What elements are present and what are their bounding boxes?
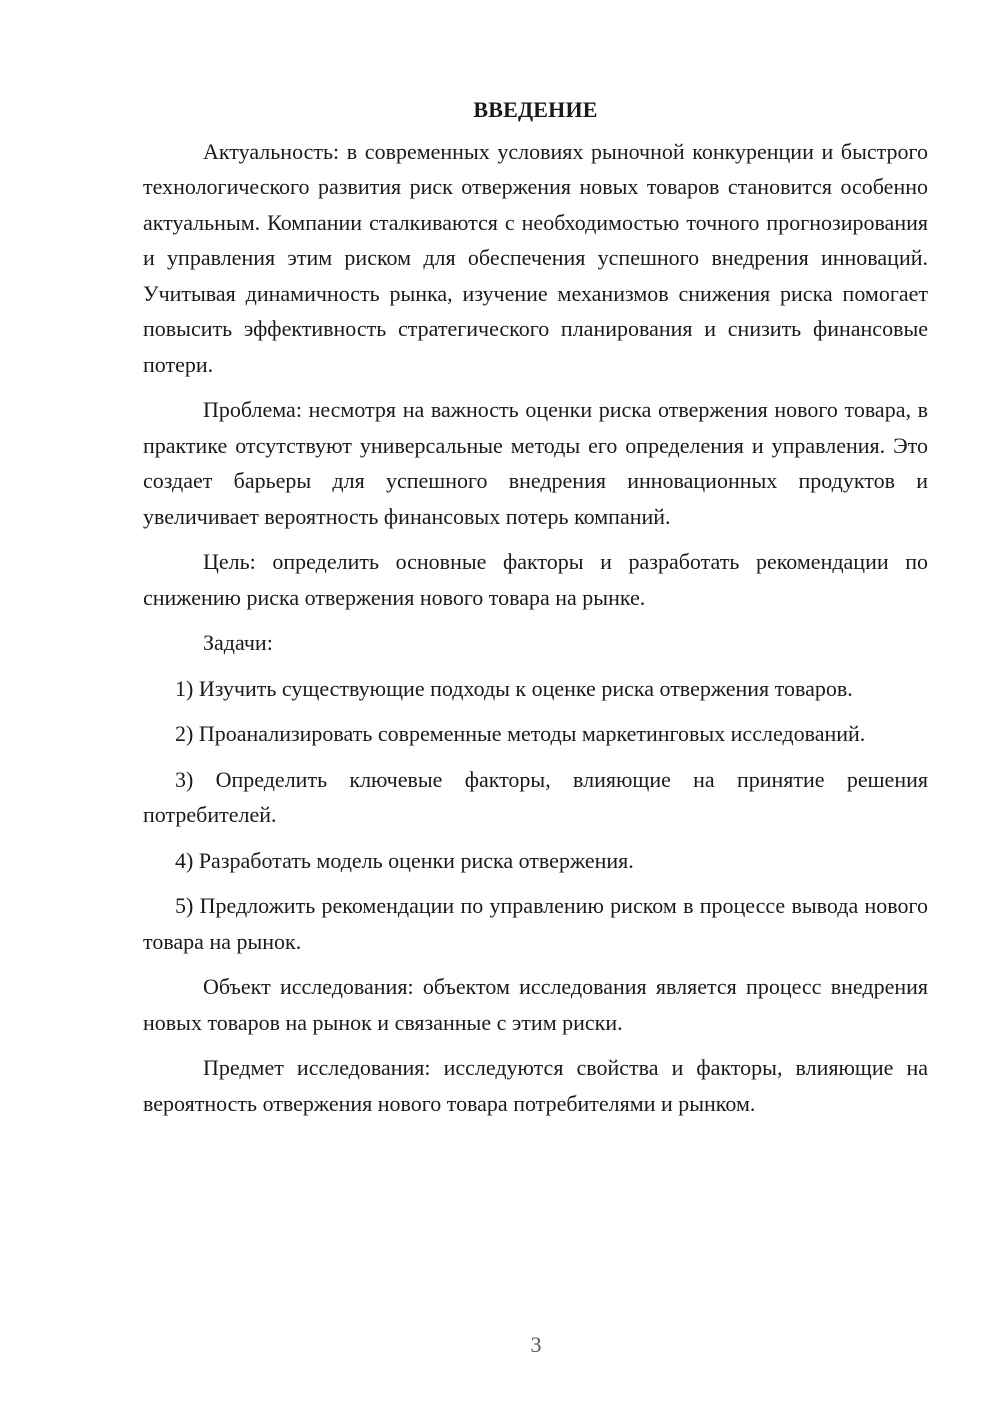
task-item: 1) Изучить существующие подходы к оценке риска отвержения товаров. <box>175 675 853 701</box>
task-item: 5) Предложить рекомендации по управлению риском в процессе вывода нового товара на рынок. <box>143 893 928 954</box>
task-item: 3) Определить ключевые факторы, влияющие на принятие решения потребителей. <box>143 766 928 827</box>
task-item: 2) Проанализировать современные методы маркетинговых исследований. <box>175 721 866 746</box>
paragraph-object: Объект исследования: объектом исследования является процесс внедрения новых товаров на рынок и связанные с этим риски. <box>143 974 928 1035</box>
document-page <box>143 92 928 1131</box>
paragraph-subject: Предмет исследования: исследуются свойства и факторы, влияющие на вероятность отвержения нового товара потребителями и рынком. <box>143 1055 928 1116</box>
tasks-label: Задачи: <box>203 630 273 655</box>
page-number: 3 <box>530 1332 542 1357</box>
task-item: 4) Разработать модель оценки риска отвержения. <box>175 847 634 873</box>
task-list <box>143 671 928 960</box>
paragraph-problem: Проблема: несмотря на важность оценки риска отвержения нового товара, в практике отсутствуют универсальные методы его определения и управления. Это создает барьеры для успешного внедрения инновационных продуктов и увеличивает вероятность финансовых потерь компаний. <box>143 397 928 529</box>
section-heading: ВВЕДЕНИЕ <box>473 97 598 122</box>
paragraph-goal: Цель: определить основные факторы и разработать рекомендации по снижению риска отвержения нового товара на рынке. <box>143 549 928 610</box>
paragraph-relevance: Актуальность: в современных условиях рыночной конкуренции и быстрого технологического развития риск отвержения новых товаров становится особенно актуальным. Компании сталкиваются с необходимостью точного прогнозирования и управления этим риском для обеспечения успешного внедрения инноваций. Учитывая динамичность рынка, изучение механизмов снижения риска помогает повысить эффективность стратегического планирования и снизить финансовые потери. <box>143 138 928 377</box>
